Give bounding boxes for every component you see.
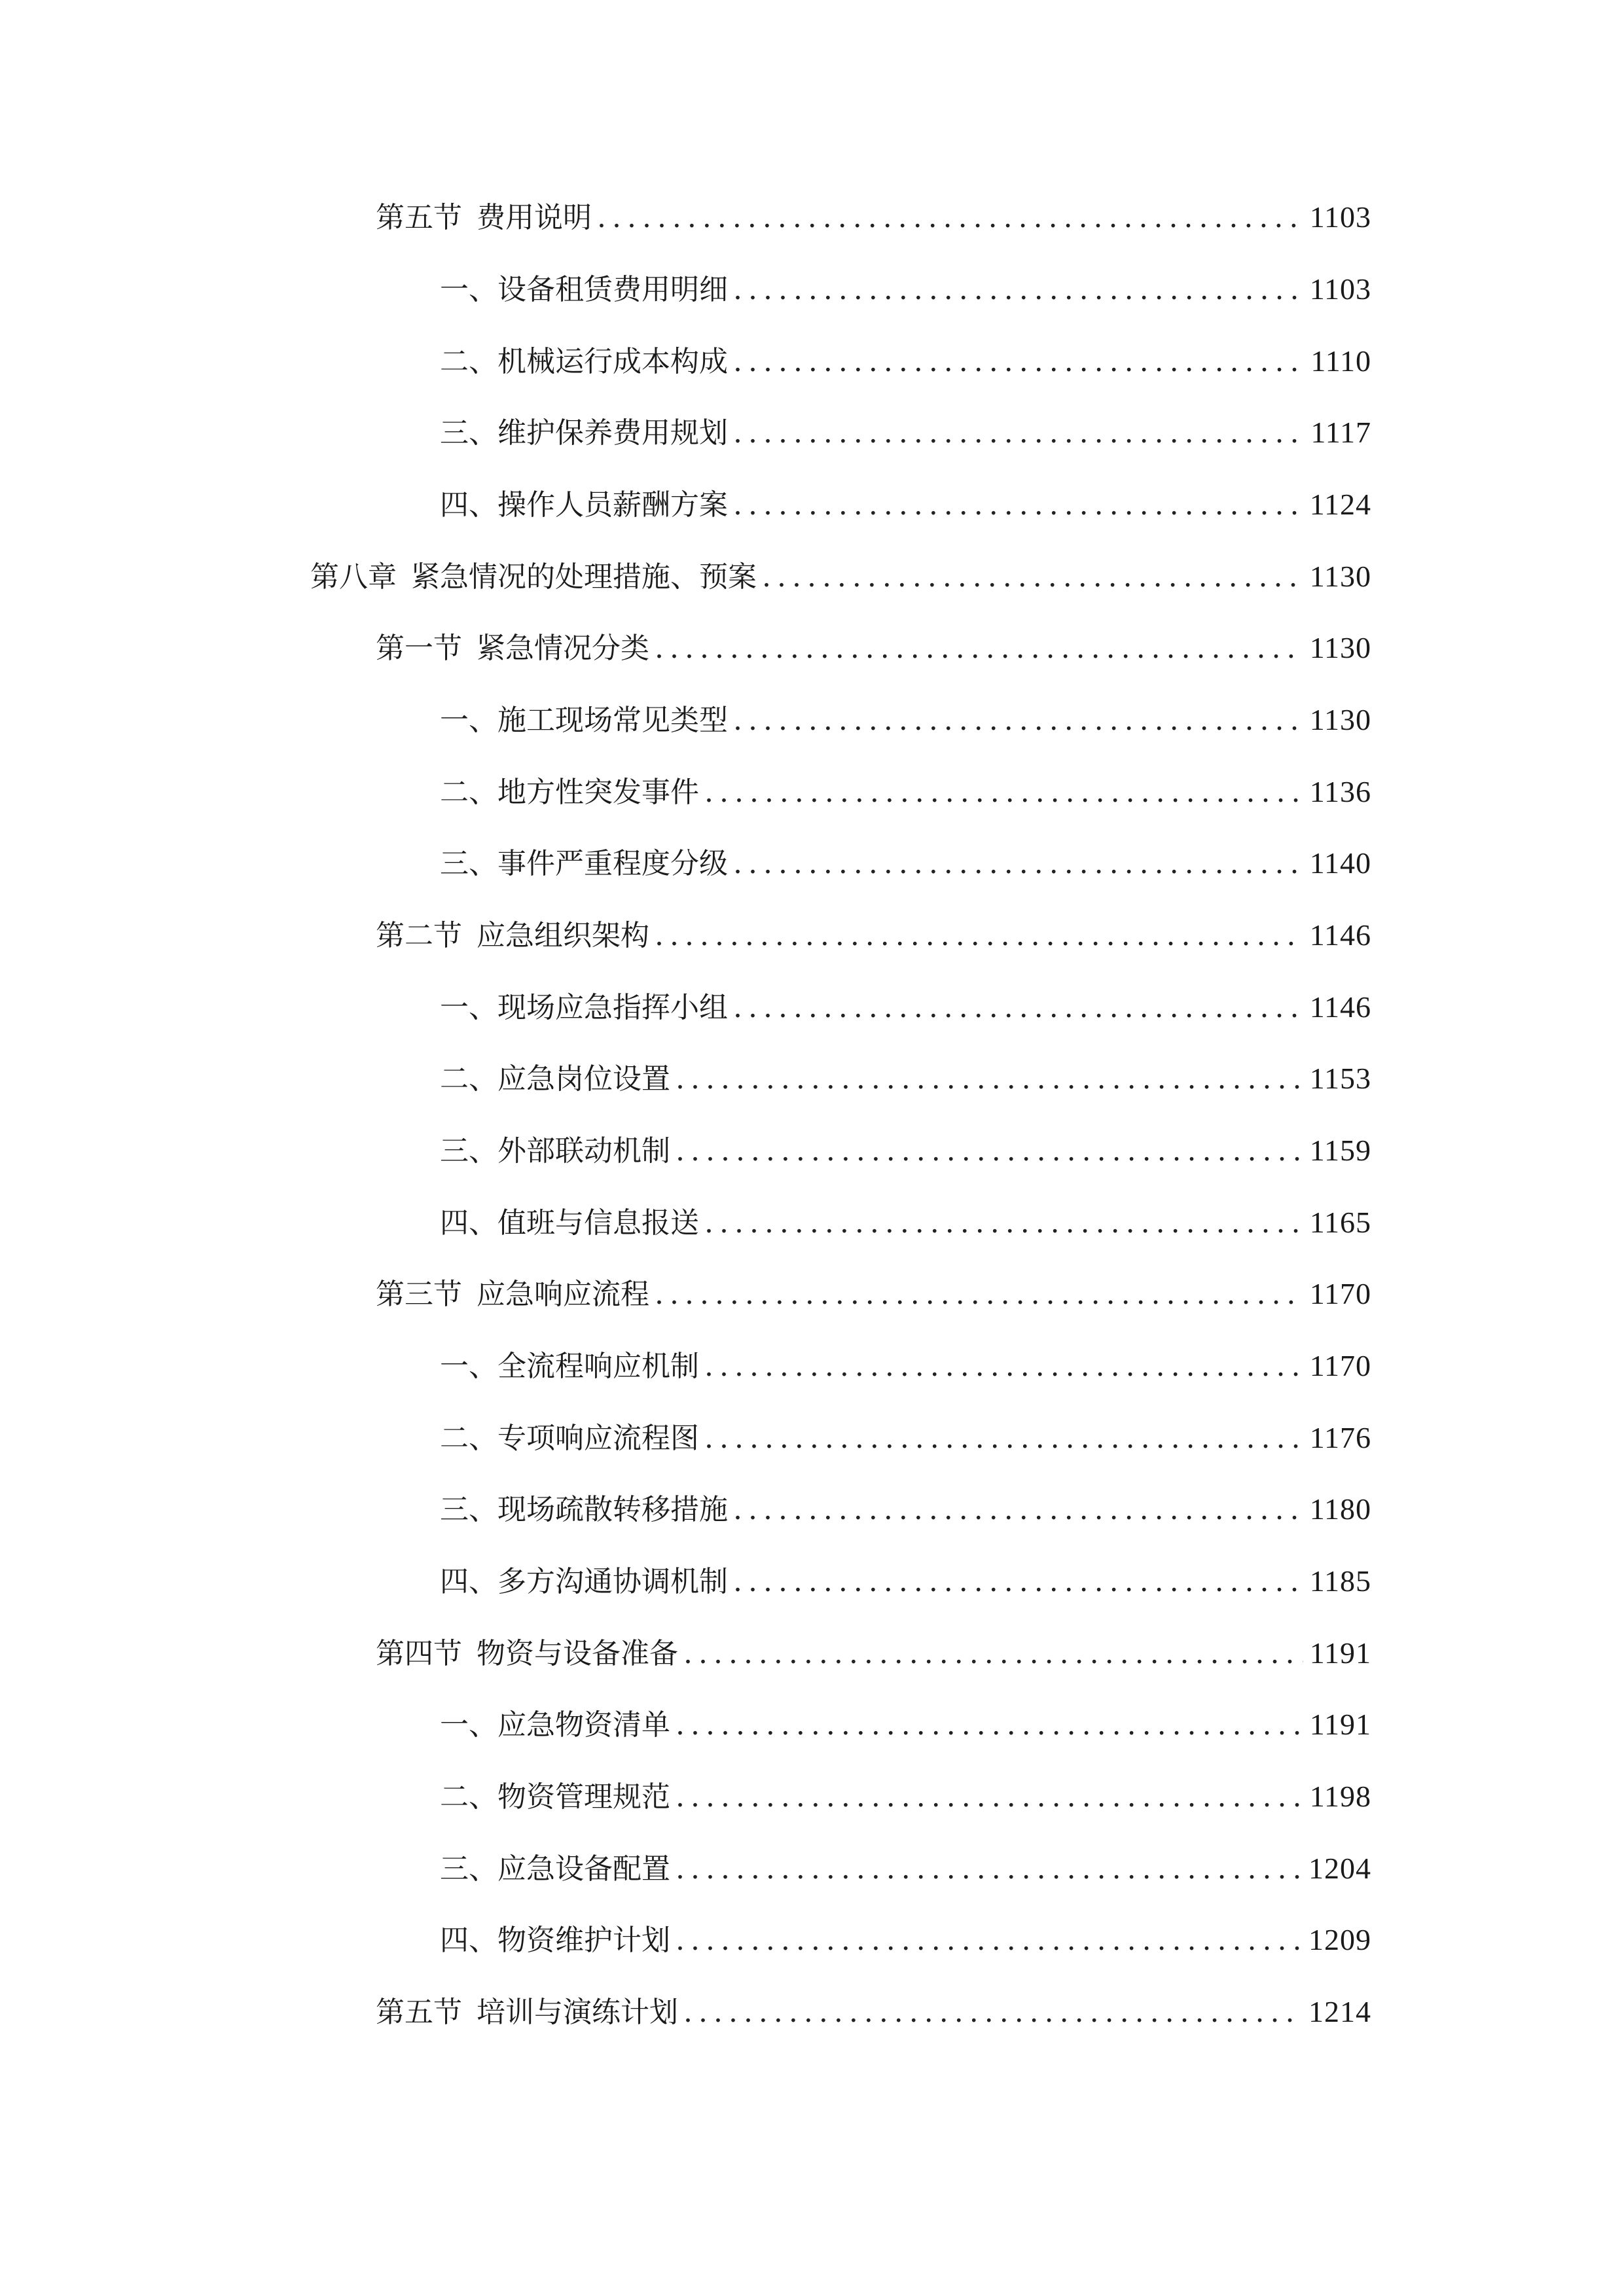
toc-entry-item[interactable] — [440, 1483, 1371, 1535]
entry-title: 维护保养费用规划 — [497, 416, 728, 450]
page-number: 1124 — [1309, 488, 1371, 521]
entry-number: 三、 — [440, 1134, 497, 1168]
toc-entry-item[interactable] — [440, 1196, 1371, 1249]
dot-leader — [733, 694, 1303, 747]
entry-number: 二、 — [440, 1780, 497, 1814]
toc-entry-item[interactable] — [440, 263, 1371, 315]
dot-leader — [676, 1843, 1302, 1895]
page-number: 1191 — [1309, 1708, 1371, 1741]
entry-number: 第五节 — [376, 1996, 462, 2029]
entry-number: 第五节 — [376, 201, 462, 234]
dot-leader — [704, 1340, 1303, 1393]
page-number: 1214 — [1308, 1995, 1371, 2028]
toc-entry-item[interactable] — [440, 1052, 1371, 1105]
toc-entry-item[interactable] — [440, 837, 1371, 889]
page-number: 1165 — [1309, 1206, 1371, 1239]
entry-number: 一、 — [440, 273, 497, 306]
entry-title: 应急组织架构 — [477, 919, 649, 952]
page-number: 1103 — [1309, 200, 1371, 234]
dot-leader — [733, 479, 1303, 531]
entry-number: 二、 — [440, 1062, 497, 1096]
entry-number: 一、 — [440, 991, 497, 1024]
dot-leader — [733, 264, 1303, 316]
toc-entry-item[interactable] — [440, 1770, 1371, 1823]
dot-leader — [733, 838, 1303, 890]
dot-leader — [683, 1986, 1302, 2039]
entry-number: 第八章 — [310, 560, 397, 594]
page-number: 1136 — [1309, 775, 1371, 808]
toc-entry-item[interactable] — [440, 1914, 1371, 1966]
entry-number: 四、 — [440, 488, 497, 522]
entry-number: 第三节 — [376, 1278, 462, 1311]
toc-entry-item[interactable] — [440, 1412, 1371, 1464]
entry-title: 物资管理规范 — [497, 1780, 670, 1814]
entry-title: 应急响应流程 — [477, 1278, 649, 1311]
entry-number: 四、 — [440, 1565, 497, 1598]
entry-number: 第四节 — [376, 1637, 462, 1670]
page-number: 1130 — [1309, 631, 1371, 664]
entry-title: 应急物资清单 — [497, 1708, 670, 1742]
entry-title: 机械运行成本构成 — [497, 345, 728, 378]
page-number: 1170 — [1309, 1277, 1371, 1310]
dot-leader — [676, 1125, 1303, 1177]
dot-leader — [733, 407, 1304, 459]
entry-title: 设备租赁费用明细 — [497, 273, 728, 306]
dot-leader — [676, 1914, 1302, 1967]
entry-title: 物资维护计划 — [497, 1924, 670, 1957]
entry-title: 施工现场常见类型 — [497, 704, 728, 737]
toc-entry-item[interactable] — [440, 766, 1371, 818]
toc-entry-item[interactable] — [440, 694, 1371, 746]
toc-entry-item[interactable] — [440, 1124, 1371, 1177]
entry-title: 物资与设备准备 — [477, 1637, 678, 1670]
dot-leader — [655, 622, 1303, 675]
page-number: 1209 — [1308, 1923, 1371, 1956]
toc-entry-item[interactable] — [440, 406, 1371, 459]
entry-title: 值班与信息报送 — [497, 1206, 699, 1240]
toc-entry-section[interactable] — [376, 622, 1371, 674]
dot-leader — [655, 910, 1303, 962]
page-number: 1110 — [1310, 344, 1371, 378]
page-number: 1130 — [1309, 560, 1371, 593]
entry-title: 现场应急指挥小组 — [497, 991, 728, 1024]
entry-number: 一、 — [440, 1350, 497, 1383]
entry-title: 应急设备配置 — [497, 1852, 670, 1886]
toc-entry-item[interactable] — [440, 478, 1371, 531]
entry-title: 紧急情况的处理措施、预案 — [411, 560, 757, 594]
toc-entry-item[interactable] — [440, 981, 1371, 1033]
entry-number: 二、 — [440, 1422, 497, 1455]
entry-number: 一、 — [440, 704, 497, 737]
dot-leader — [704, 1197, 1303, 1249]
toc-entry-chapter[interactable] — [310, 550, 1371, 603]
dot-leader — [655, 1268, 1303, 1321]
page-number: 1146 — [1309, 918, 1371, 952]
toc-entry-item[interactable] — [440, 1842, 1371, 1895]
page-number: 1185 — [1309, 1564, 1371, 1598]
toc-entry-item[interactable] — [440, 335, 1371, 387]
entry-number: 第二节 — [376, 919, 462, 952]
toc-entry-item[interactable] — [440, 1698, 1371, 1751]
page-number: 1180 — [1309, 1492, 1371, 1526]
page-number: 1117 — [1310, 416, 1371, 449]
entry-number: 二、 — [440, 776, 497, 809]
dot-leader — [733, 1484, 1303, 1536]
dot-leader — [733, 982, 1303, 1034]
entry-number: 四、 — [440, 1206, 497, 1240]
entry-number: 第一节 — [376, 632, 462, 665]
dot-leader — [597, 192, 1303, 244]
entry-number: 三、 — [440, 1852, 497, 1886]
toc-entry-section[interactable] — [376, 909, 1371, 961]
entry-number: 三、 — [440, 1493, 497, 1526]
entry-title: 操作人员薪酬方案 — [497, 488, 728, 522]
page-number: 1153 — [1309, 1062, 1371, 1095]
dot-leader — [704, 766, 1303, 819]
dot-leader — [676, 1699, 1303, 1751]
dot-leader — [676, 1771, 1303, 1823]
entry-number: 四、 — [440, 1924, 497, 1957]
entry-title: 外部联动机制 — [497, 1134, 670, 1168]
toc-entry-item[interactable] — [440, 1555, 1371, 1607]
toc-entry-item[interactable] — [440, 1340, 1371, 1392]
page-number: 1103 — [1309, 272, 1371, 306]
toc-entry-section[interactable] — [376, 191, 1371, 243]
page-number: 1170 — [1309, 1349, 1371, 1382]
entry-number: 二、 — [440, 345, 497, 378]
toc-entry-section[interactable] — [376, 1268, 1371, 1320]
entry-title: 地方性突发事件 — [497, 776, 699, 809]
page-number: 1176 — [1309, 1421, 1371, 1454]
dot-leader — [704, 1412, 1303, 1465]
page-number: 1146 — [1309, 990, 1371, 1024]
page-number: 1140 — [1309, 846, 1371, 880]
entry-title: 多方沟通协调机制 — [497, 1565, 728, 1598]
entry-title: 现场疏散转移措施 — [497, 1493, 728, 1526]
entry-title: 费用说明 — [477, 201, 592, 234]
page-number: 1204 — [1308, 1852, 1371, 1885]
entry-title: 专项响应流程图 — [497, 1422, 699, 1455]
dot-leader — [676, 1053, 1303, 1105]
page-number: 1198 — [1309, 1780, 1371, 1813]
entry-title: 紧急情况分类 — [477, 632, 649, 665]
entry-number: 三、 — [440, 416, 497, 450]
dot-leader — [733, 336, 1304, 388]
toc-entry-section[interactable] — [376, 1986, 1371, 2038]
entry-number: 一、 — [440, 1708, 497, 1742]
dot-leader — [762, 551, 1303, 603]
entry-title: 全流程响应机制 — [497, 1350, 699, 1383]
page-number: 1191 — [1309, 1636, 1371, 1670]
entry-title: 应急岗位设置 — [497, 1062, 670, 1096]
toc-entry-section[interactable] — [376, 1627, 1371, 1679]
page-number: 1159 — [1309, 1134, 1371, 1167]
dot-leader — [683, 1628, 1303, 1680]
entry-number: 三、 — [440, 847, 497, 880]
entry-title: 事件严重程度分级 — [497, 847, 728, 880]
page-number: 1130 — [1309, 703, 1371, 736]
entry-title: 培训与演练计划 — [477, 1996, 678, 2029]
dot-leader — [733, 1556, 1303, 1608]
